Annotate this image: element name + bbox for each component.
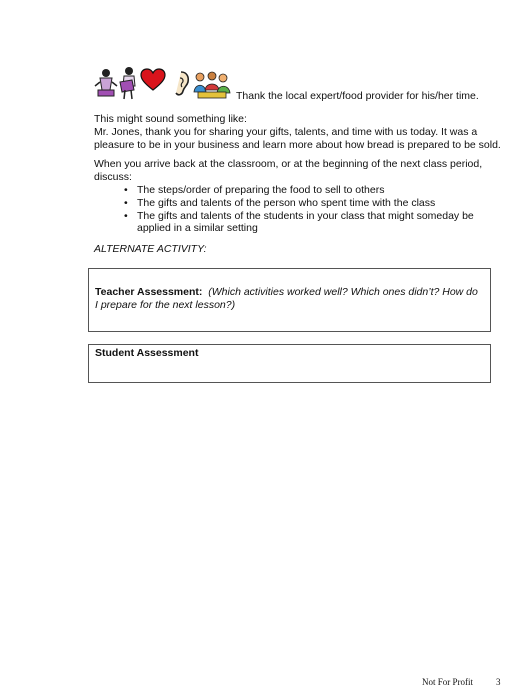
example-paragraph bbox=[94, 113, 504, 151]
discussion-paragraph bbox=[94, 158, 504, 184]
discussion-line-2: discuss: bbox=[94, 170, 132, 183]
group-of-people-icon bbox=[192, 70, 232, 100]
student-assessment-text bbox=[95, 347, 483, 360]
example-intro-line: This might sound something like: bbox=[94, 113, 247, 125]
list-item: • The steps/order of preparing the food to sell to others bbox=[124, 184, 484, 197]
teacher-assessment-text bbox=[95, 286, 483, 312]
discussion-bullet-list bbox=[124, 184, 484, 235]
discussion-line-1: When you arrive back at the classroom, or at the beginning of the next class period, bbox=[94, 158, 483, 170]
page-number: 3 bbox=[496, 677, 501, 687]
list-item: • The gifts and talents of the students in your class that might someday be applied in a similar setting bbox=[124, 210, 484, 236]
example-line-1: Mr. Jones, thank you for sharing your gifts, talents, and time with us today. It was a bbox=[94, 125, 478, 138]
student-assessment-box[interactable] bbox=[88, 344, 491, 383]
clipart-row bbox=[94, 64, 234, 100]
example-line-2: pleasure to be in your business and learn more about how bread is prepared to be sold. bbox=[94, 138, 501, 151]
thank-you-instruction: Thank the local expert/food provider for his/her time. bbox=[236, 90, 479, 102]
heart-icon bbox=[140, 68, 166, 92]
list-item: • The gifts and talents of the person who spent time with the class bbox=[124, 197, 484, 210]
teacher-assessment-box[interactable] bbox=[88, 268, 491, 332]
ear-icon bbox=[172, 70, 190, 98]
alternate-activity-heading: ALTERNATE ACTIVITY: bbox=[94, 243, 207, 255]
child-with-book-icon bbox=[116, 66, 140, 100]
footer-text: Not For Profit bbox=[422, 677, 474, 687]
student-assessment-label: Student Assessment bbox=[95, 347, 199, 359]
teacher-assessment-prompt: (Which activities worked well? Which ones didn’t? How do I prepare for the next lesson?) bbox=[95, 286, 478, 311]
teacher-assessment-label: Teacher Assessment: bbox=[95, 286, 203, 298]
kneeling-child-icon bbox=[94, 68, 118, 100]
